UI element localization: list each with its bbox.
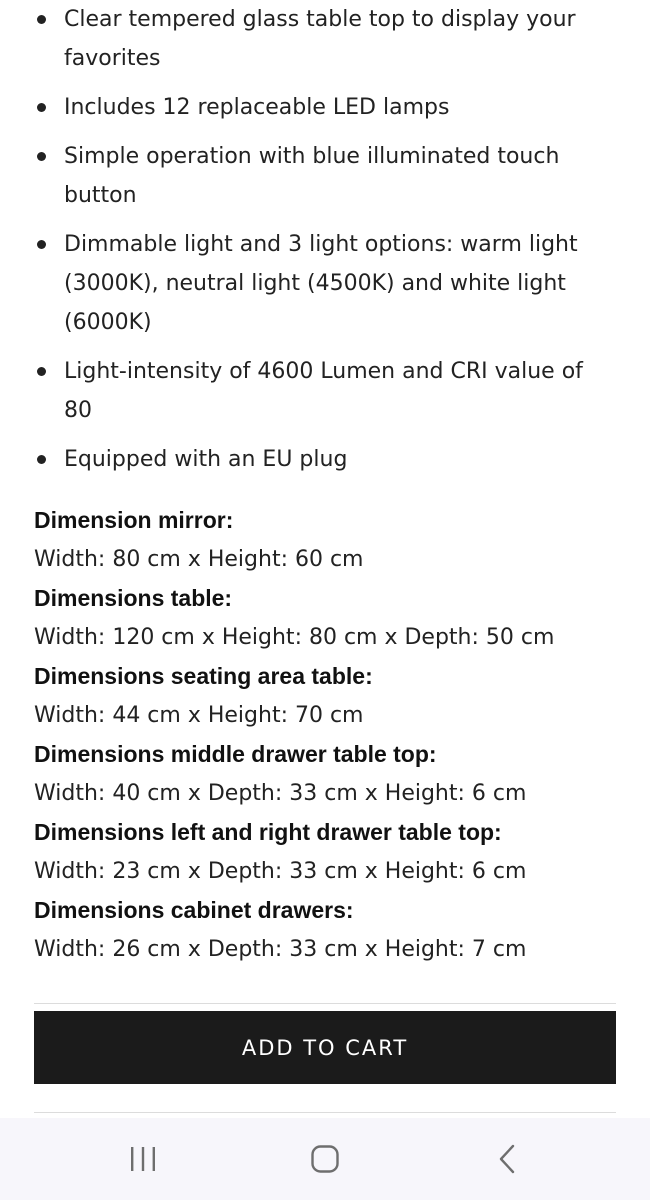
bullet-icon	[37, 15, 46, 24]
system-navigation-bar	[0, 1118, 650, 1200]
feature-item	[0, 0, 650, 78]
feature-item	[0, 137, 650, 215]
back-button[interactable]	[483, 1138, 533, 1180]
back-icon	[496, 1144, 520, 1174]
feature-item	[0, 225, 650, 342]
spec-value-mirror: Width: 80 cm x Height: 60 cm	[34, 547, 364, 572]
feature-text: Dimmable light and 3 light options: warm light (3000K), neutral light (4500K) and white light (6000K)	[64, 232, 578, 335]
feature-text: Equipped with an EU plug	[64, 447, 348, 472]
feature-text: Light-intensity of 4600 Lumen and CRI value of 80	[64, 359, 583, 423]
bullet-icon	[37, 455, 46, 464]
feature-text: Includes 12 replaceable LED lamps	[64, 95, 450, 120]
home-button[interactable]	[300, 1138, 350, 1180]
spec-value-middle-drawer: Width: 40 cm x Depth: 33 cm x Height: 6 cm	[34, 781, 527, 806]
home-icon	[310, 1144, 340, 1174]
spec-label-seating-area: Dimensions seating area table:	[34, 663, 373, 689]
dimension-specs	[34, 501, 634, 969]
divider	[34, 1112, 616, 1113]
divider	[34, 1003, 616, 1004]
spec-label-mirror: Dimension mirror:	[34, 507, 234, 533]
spec-label-cabinet-drawers: Dimensions cabinet drawers:	[34, 897, 354, 923]
recents-button[interactable]	[118, 1138, 168, 1180]
spec-value-table: Width: 120 cm x Height: 80 cm x Depth: 50 cm	[34, 625, 555, 650]
recents-icon	[128, 1145, 158, 1173]
feature-item	[0, 440, 650, 479]
feature-item	[0, 352, 650, 430]
feature-text: Simple operation with blue illuminated touch button	[64, 144, 560, 208]
bullet-icon	[37, 367, 46, 376]
spec-value-seating-area: Width: 44 cm x Height: 70 cm	[34, 703, 364, 728]
add-to-cart-button[interactable]: ADD TO CART	[34, 1011, 616, 1084]
spec-value-cabinet-drawers: Width: 26 cm x Depth: 33 cm x Height: 7 cm	[34, 937, 527, 962]
spec-value-side-drawers: Width: 23 cm x Depth: 33 cm x Height: 6 cm	[34, 859, 527, 884]
bullet-icon	[37, 152, 46, 161]
bullet-icon	[37, 240, 46, 249]
feature-list	[0, 0, 650, 489]
feature-text: Clear tempered glass table top to display your favorites	[64, 7, 576, 71]
spec-label-middle-drawer: Dimensions middle drawer table top:	[34, 741, 437, 767]
bullet-icon	[37, 103, 46, 112]
spec-label-side-drawers: Dimensions left and right drawer table top:	[34, 819, 502, 845]
spec-label-table: Dimensions table:	[34, 585, 233, 611]
feature-item	[0, 88, 650, 127]
